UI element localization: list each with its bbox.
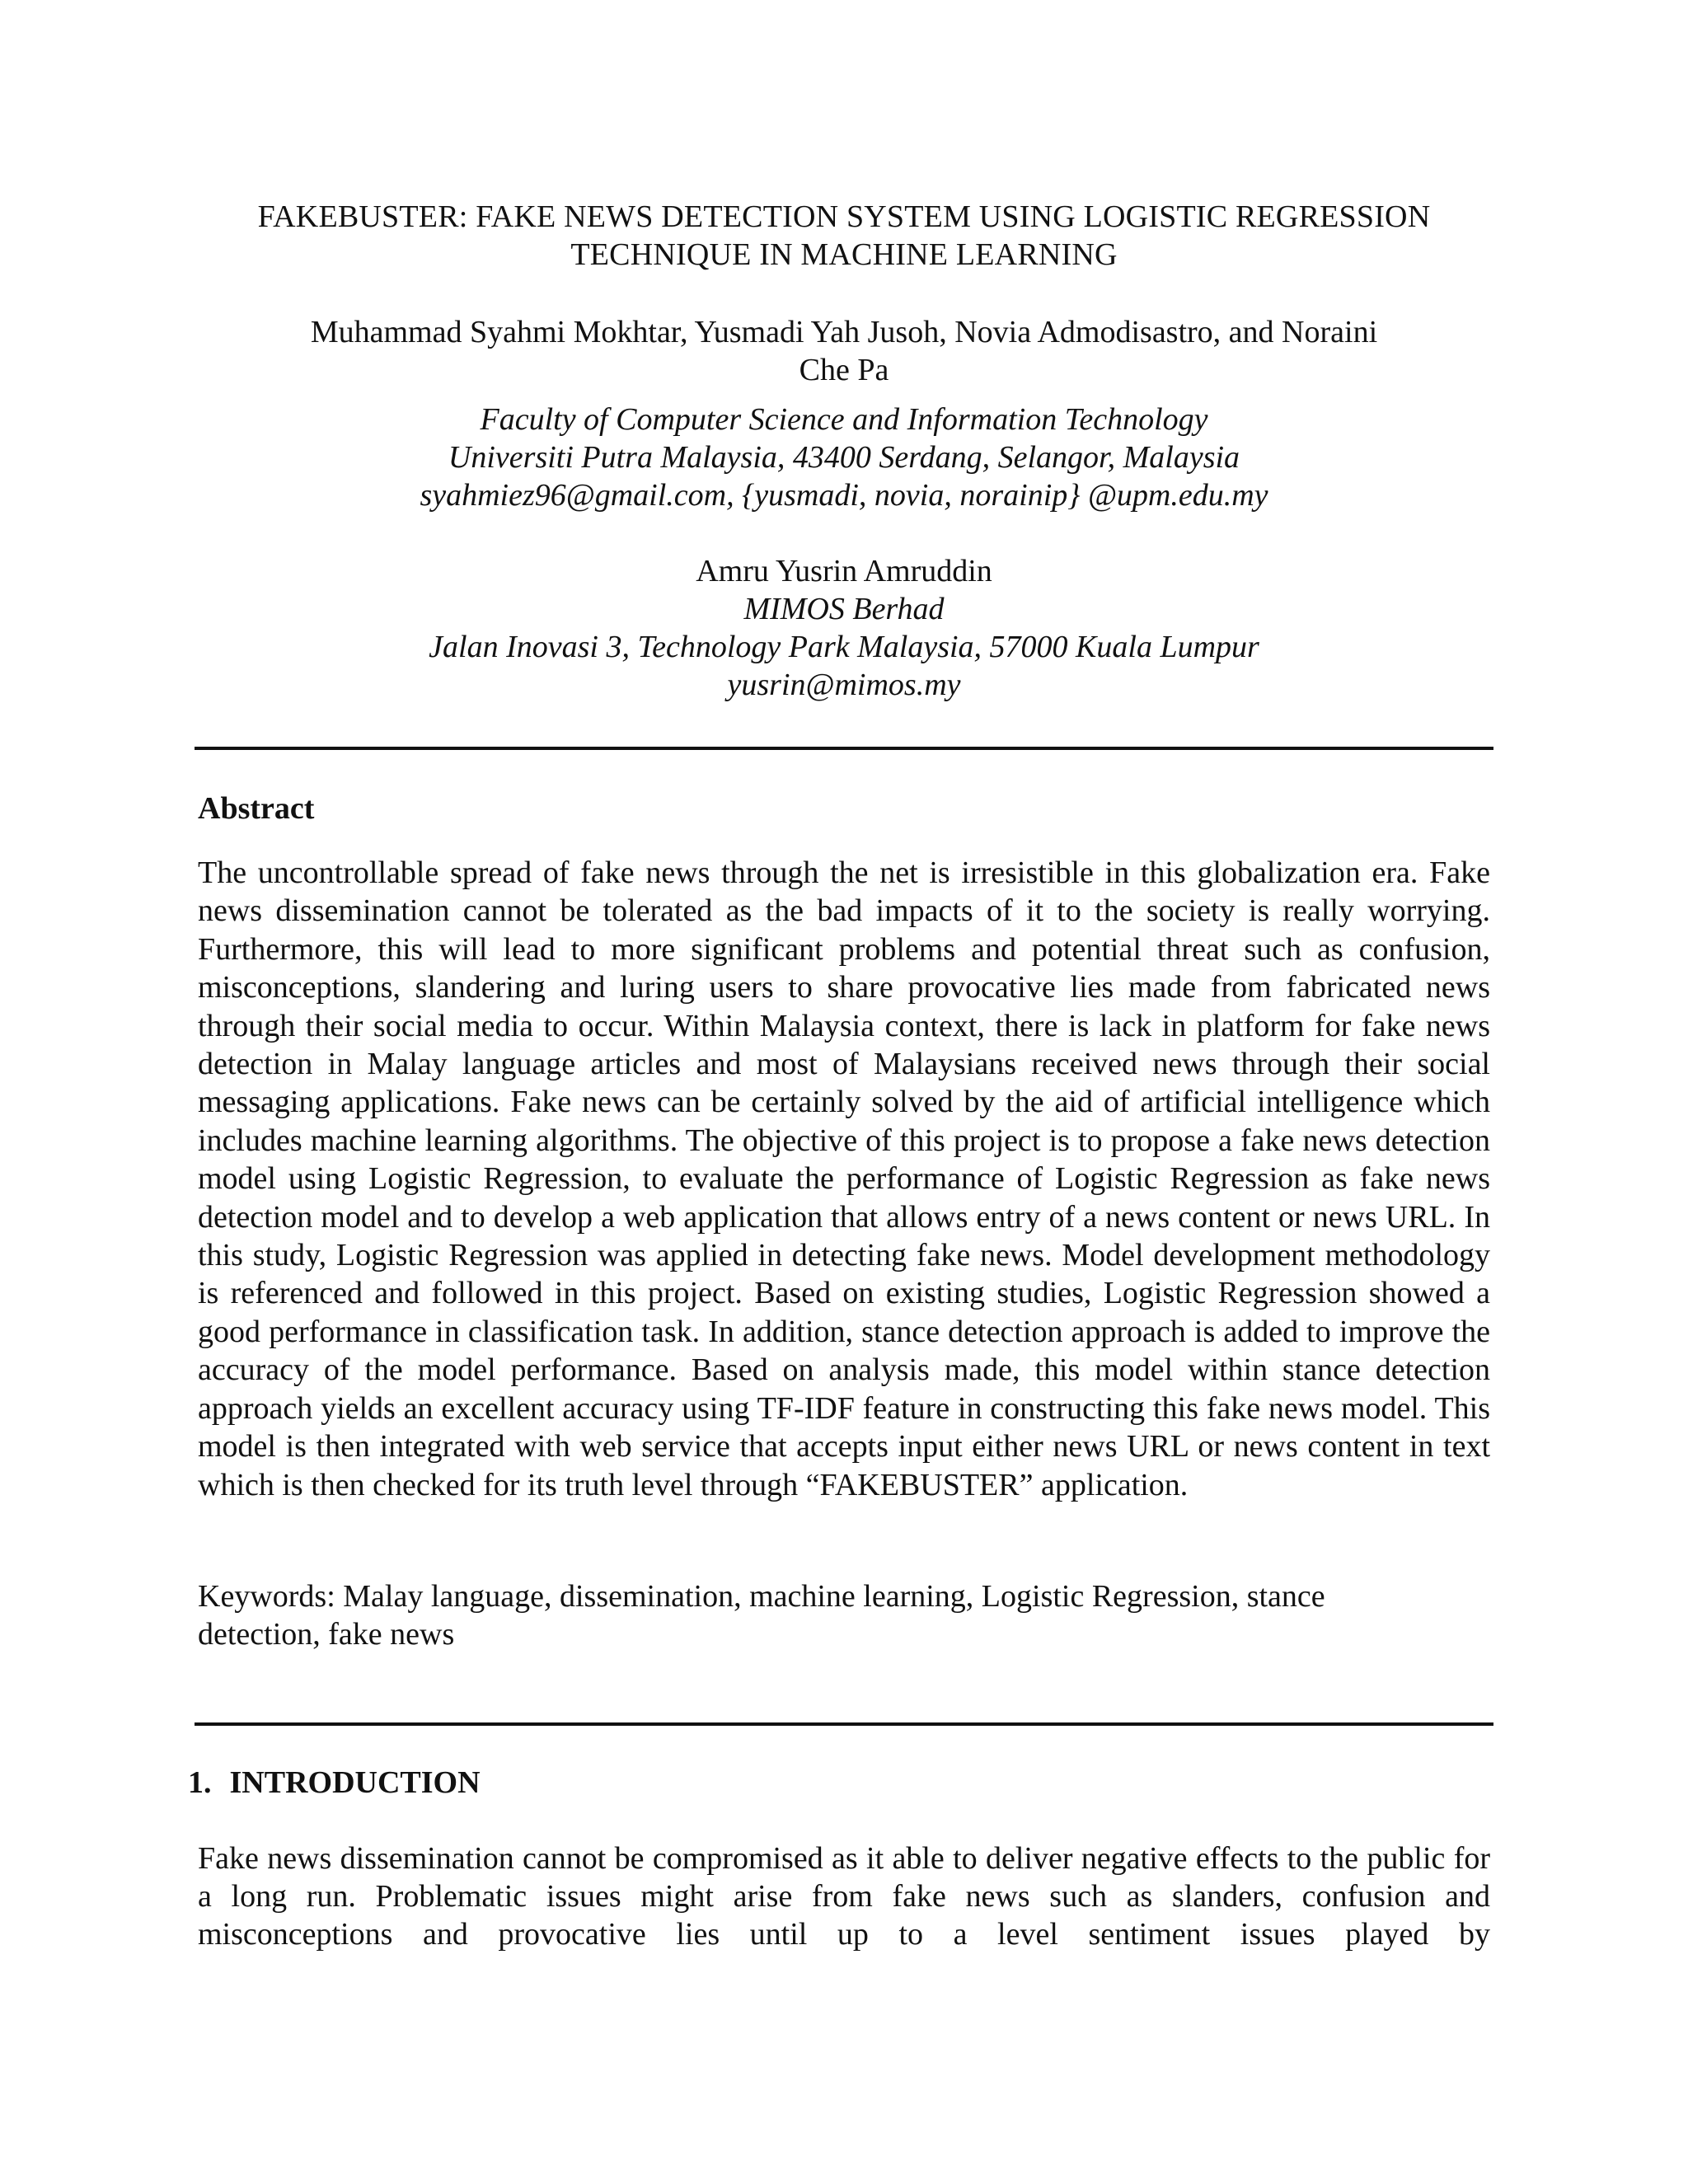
paper-title	[198, 198, 1490, 274]
keywords	[198, 1577, 1490, 1653]
author-list	[198, 313, 1490, 389]
section-heading-introduction	[188, 1764, 481, 1802]
affiliation-upm-line-1: Faculty of Computer Science and Information Technology	[480, 402, 1208, 437]
divider-top	[195, 747, 1493, 750]
abstract-text: The uncontrollable spread of fake news through the net is irresistible in this globalization era. Fake news dissemination cannot be tolerated as the bad impacts of it to the society is really worrying. Furthermore, this will lead to more significant problems and potential threat such as confusion, misconceptions, slandering and luring users to share provocative lies made from fabricated news through their social media to occur. Within Malaysia context, there is lack in platform for fake news detection in Malay language articles and most of Malaysians received news through their social messaging applications. Fake news can be certainly solved by the aid of artificial intelligence which includes machine learning algorithms. The objective of this project is to propose a fake news detection model using Logistic Regression, to evaluate the performance of Logistic Regression as fake news detection model and to develop a web application that allows entry of a news content or news URL. In this study, Logistic Regression was applied in detecting fake news. Model development methodology is referenced and followed in this project. Based on existing studies, Logistic Regression showed a good performance in classification task. In addition, stance detection approach is added to improve the accuracy of the model performance. Based on analysis made, this model within stance detection approach yields an excellent accuracy using TF-IDF feature in constructing this fake news model. This model is then integrated with web service that accepts input either news URL or news content in text which is then checked for its truth level through “FAKEBUSTER” application.	[198, 855, 1490, 1502]
title-line-1: FAKEBUSTER: FAKE NEWS DETECTION SYSTEM USING LOGISTIC REGRESSION	[257, 199, 1431, 234]
keywords-line-2: detection, fake news	[198, 1617, 455, 1652]
affiliation-upm-emails: syahmiez96@gmail.com, {yusmadi, novia, norainip} @upm.edu.my	[420, 478, 1268, 513]
keywords-line-1: Keywords: Malay language, dissemination, machine learning, Logistic Regression, stance	[198, 1579, 1325, 1614]
divider-bottom	[195, 1722, 1493, 1726]
section-title: INTRODUCTION	[229, 1765, 481, 1800]
author-2-name: Amru Yusrin Amruddin	[696, 554, 992, 588]
affiliation-upm	[198, 401, 1490, 514]
affiliation-mimos-line-1: MIMOS Berhad	[743, 592, 945, 626]
affiliation-mimos	[198, 590, 1490, 704]
introduction-text: Fake news dissemination cannot be compromised as it able to deliver negative effects to the public for a long run. Problematic issues might arise from fake news such as slanders, confusion and misconceptions and provocative lies until up to a level sentiment issues played by	[198, 1841, 1490, 1952]
abstract-heading: Abstract	[198, 791, 315, 826]
section-number: 1.	[188, 1765, 212, 1800]
affiliation-mimos-email: yusrin@mimos.my	[727, 668, 961, 702]
authors-line-2: Che Pa	[799, 353, 889, 387]
authors-line-1: Muhammad Syahmi Mokhtar, Yusmadi Yah Jusoh, Novia Admodisastro, and Noraini	[310, 315, 1378, 349]
affiliation-upm-line-2: Universiti Putra Malaysia, 43400 Serdang, Selangor, Malaysia	[448, 440, 1240, 475]
title-line-2: TECHNIQUE IN MACHINE LEARNING	[570, 237, 1118, 272]
affiliation-mimos-line-2: Jalan Inovasi 3, Technology Park Malaysia, 57000 Kuala Lumpur	[429, 630, 1259, 664]
